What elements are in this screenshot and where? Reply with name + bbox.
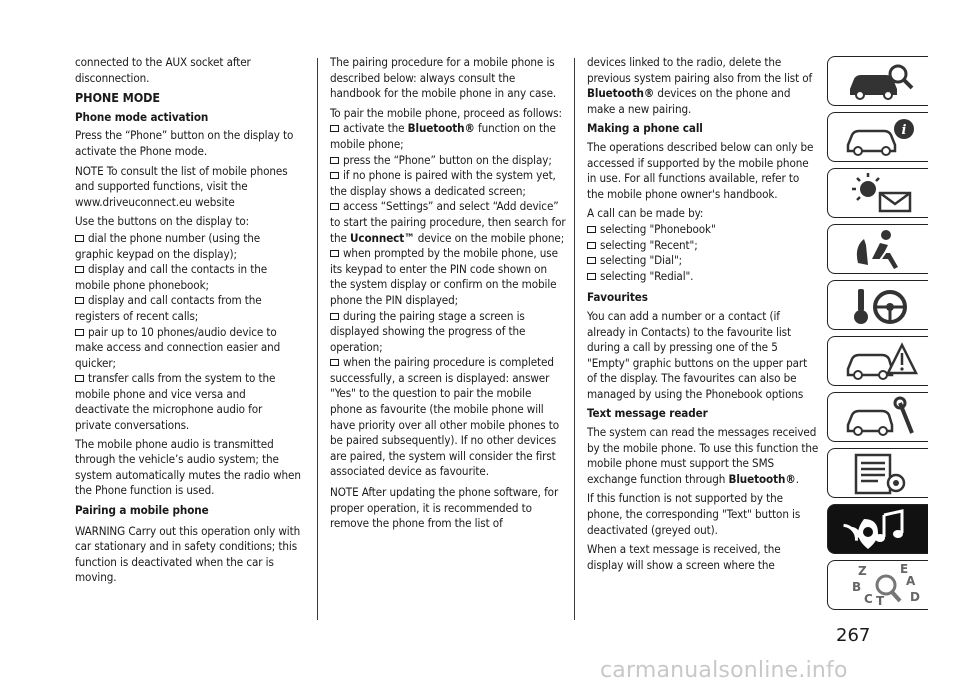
list-item: display and call the contacts in the mobile phone phonebook; — [75, 262, 268, 292]
index-letter: C — [864, 592, 873, 606]
bullet-box-icon — [330, 359, 339, 366]
car-warning-icon — [828, 337, 928, 385]
note: NOTE After updating the phone software, for proper operation, it is recommended to remove the phone from the list of — [330, 485, 559, 531]
paragraph: Use the buttons on the display to: — [75, 214, 250, 229]
column-3 — [587, 55, 819, 577]
watermark: carmanualsonline.info — [600, 658, 848, 683]
bullet-box-icon — [75, 375, 84, 382]
car-service-icon — [828, 393, 928, 441]
tab-technical-data[interactable] — [827, 448, 928, 498]
tab-index[interactable] — [827, 560, 928, 610]
list-item: selecting "Recent"; — [587, 238, 819, 254]
section-heading: PHONE MODE — [75, 90, 160, 106]
list-item: when prompted by the mobile phone, use its keypad to enter the PIN code shown on the system display or confirm on the mobile phone the PIN displayed; — [330, 246, 558, 307]
subsection-heading: Text message reader — [587, 406, 708, 421]
index-letter: A — [906, 574, 916, 588]
paragraph: A call can be made by: — [587, 206, 704, 221]
subsection-heading: Making a phone call — [587, 121, 703, 136]
list-item: transfer calls from the system to the mobile phone and vice versa and deactivate the microphone audio for private conversations. — [75, 371, 276, 433]
bullet-box-icon — [587, 226, 596, 233]
specifications-list-icon — [828, 449, 928, 497]
paragraph: The operations described below can only be accessed if supported by the mobile phone in use. For all functions available, refer to the mobile phone owner's handbook. — [587, 139, 814, 201]
subsection-heading: Pairing a mobile phone — [75, 503, 209, 518]
index-letter: D — [910, 590, 920, 604]
bullet-box-icon — [330, 203, 339, 210]
list-item: selecting "Redial". — [587, 269, 819, 285]
paragraph: The mobile phone audio is transmitted through the vehicle’s audio system; the system automatically mutes the radio when the Phone function is used. — [75, 436, 301, 498]
column-1 — [75, 55, 301, 590]
list-item: selecting "Phonebook" — [587, 222, 819, 238]
column-2 — [330, 55, 566, 536]
list-item: dial the phone number (using the graphic keypad on the display); — [75, 230, 261, 261]
paragraph: To pair the mobile phone, proceed as follows: — [330, 105, 562, 120]
multimedia-icon — [828, 505, 928, 553]
bullet-box-icon — [587, 257, 596, 264]
note: NOTE To consult the list of mobile phones and supported functions, visit the www.driveuconnect.eu website — [75, 163, 288, 209]
tab-car-info[interactable] — [827, 112, 928, 162]
airbag-seat-icon — [828, 225, 928, 273]
bullet-box-icon — [587, 273, 596, 280]
list-item: pair up to 10 phones/audio device to make access and connection easier and quicker; — [75, 324, 281, 370]
list-item: if no phone is paired with the system yet, the display shows a dedicated screen; — [330, 168, 556, 198]
paragraph: devices linked to the radio, delete the previous system pairing also from the list of Bluetooth® devices on the phone and make a new pairing. — [587, 55, 813, 116]
list-item: during the pairing stage a screen is displayed showing the progress of the operation; — [330, 308, 526, 354]
bullet-box-icon — [330, 157, 339, 164]
page-number: 267 — [836, 625, 871, 646]
list-item: activate the Bluetooth® function on the mobile phone; — [330, 121, 556, 151]
tab-multimedia[interactable] — [827, 504, 928, 554]
tab-safety[interactable] — [827, 224, 928, 274]
bullet-box-icon — [75, 329, 84, 336]
paragraph: You can add a number or a contact (if already in Contacts) to the favourite list during a call by pressing one of the 5 "Empty" graphic buttons on the upper part of the display. The favourites can also be managed by using the Phonebook options — [587, 308, 808, 401]
bullet-box-icon — [75, 266, 84, 273]
paragraph: The system can read the messages received by the mobile phone. To use this function the mobile phone must support the SMS exchange function through Bluetooth®. — [587, 425, 819, 486]
bullet-box-icon — [587, 242, 596, 249]
paragraph: connected to the AUX socket after disconnection. — [75, 55, 251, 85]
subsection-heading: Phone mode activation — [75, 109, 209, 124]
svg-text:i: i — [901, 123, 907, 138]
tab-car-search[interactable] — [827, 56, 928, 106]
index-letter: T — [876, 594, 885, 608]
bullet-box-icon — [330, 125, 339, 132]
lights-message-icon — [828, 169, 928, 217]
warning: WARNING Carry out this operation only with car stationary and in safety conditions; this function is deactivated when the car is moving. — [75, 523, 301, 585]
paragraph: Press the “Phone” button on the display to activate the Phone mode. — [75, 128, 294, 158]
paragraph: The pairing procedure for a mobile phone is described below: always consult the handbook for the mobile phone in any case. — [330, 55, 557, 101]
list-item: press the “Phone” button on the display; — [330, 153, 566, 169]
index-letter: Z — [858, 564, 867, 578]
paragraph: If this function is not supported by the phone, the corresponding "Text" button is deactivated (greyed out). — [587, 491, 801, 537]
paragraph: When a text message is received, the display will show a screen where the — [587, 542, 781, 572]
steering-key-icon — [828, 281, 928, 329]
bullet-box-icon — [330, 172, 339, 179]
tab-service[interactable] — [827, 392, 928, 442]
bullet-box-icon — [75, 235, 84, 242]
tab-starting-driving[interactable] — [827, 280, 928, 330]
list-item: when the pairing procedure is completed successfully, a screen is displayed: answer "Yes" to the question to pair the mobile phone as favourite (the mobile phone will have priority over all other mobile phones to be paired subsequently). If no other devices are paired, the system will consider the first associated device as favourite. — [330, 355, 560, 479]
column-divider-left — [317, 58, 318, 620]
list-item: display and call contacts from the registers of recent calls; — [75, 293, 262, 323]
index-letter: B — [852, 580, 862, 594]
bullet-box-icon — [330, 250, 339, 257]
car-info-icon — [828, 113, 928, 161]
tab-lights-messages[interactable] — [827, 168, 928, 218]
index-letter: E — [900, 562, 909, 576]
list-item: access “Settings” and select “Add device” to start the pairing procedure, then search for the Uconnect™ device on the mobile phone; — [330, 199, 566, 245]
subsection-heading: Favourites — [587, 290, 648, 305]
column-divider-right — [574, 58, 575, 620]
car-search-icon — [828, 57, 928, 105]
bullet-box-icon — [330, 313, 339, 320]
bullet-box-icon — [75, 297, 84, 304]
tab-emergency[interactable] — [827, 336, 928, 386]
list-item: selecting "Dial"; — [587, 253, 819, 269]
index-letters-icon — [828, 561, 928, 609]
